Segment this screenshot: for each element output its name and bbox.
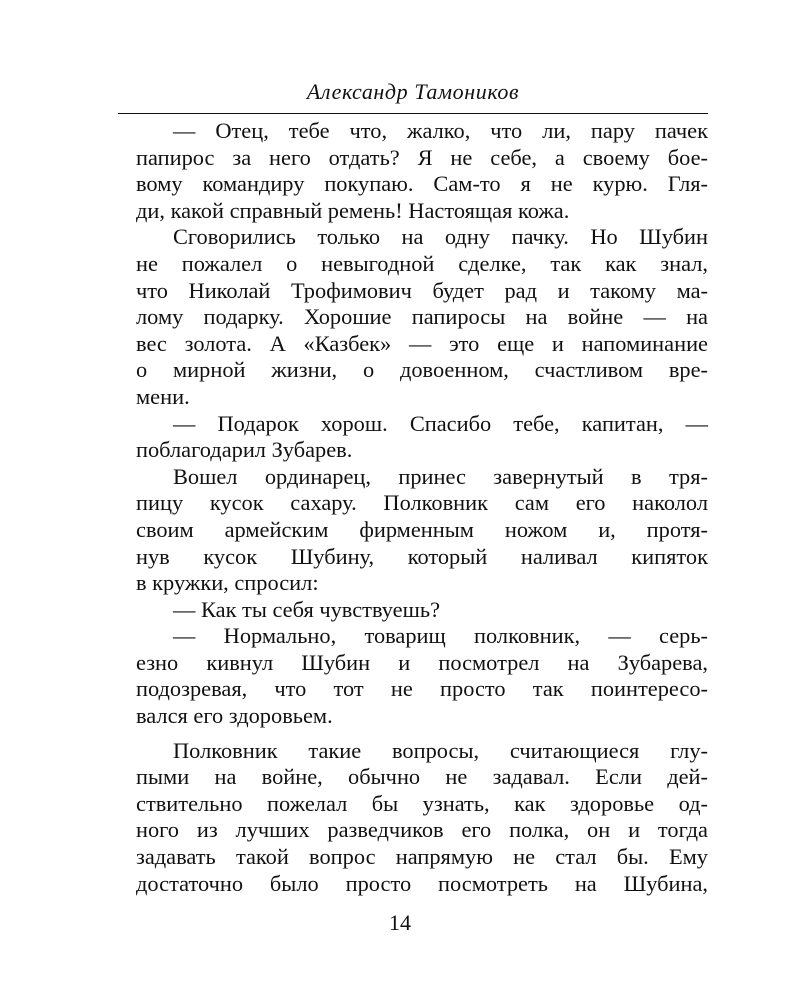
running-header [118, 78, 708, 114]
text-line: — Отец, тебе что, жалко, что ли, пару пачек [173, 118, 708, 143]
text-line: — Нормально, товарищ полковник, — серь- [173, 623, 708, 649]
text-line: в кружки, спросил: [136, 570, 319, 596]
text-line: Сговорились только на одну пачку. Но Шубин [173, 224, 708, 250]
text-line: задавать такой вопрос напрямую не стал бы. Ему [136, 844, 708, 870]
text-line: мени. [136, 383, 190, 409]
text-line: не пожалел о невыгодной сделке, так как знал, [136, 250, 708, 276]
header-divider [118, 113, 708, 114]
text-line: своим армейским фирменным ножом и, протя- [136, 516, 708, 542]
text-line: достаточно было просто посмотреть на Шубина, [136, 870, 708, 896]
text-line: ствительно пожелал бы узнать, как здоровье од- [136, 790, 708, 816]
text-line: подозревая, что тот не просто так поинтересо- [136, 676, 708, 702]
text-line: вому командиру покупаю. Сам-то я не курю. Гля- [136, 171, 708, 197]
text-line: езно кивнул Шубин и посмотрел на Зубарева, [136, 649, 708, 675]
text-line: вес золота. А «Казбек» — это еще и напоминание [136, 330, 708, 356]
text-line: пицу кусок сахару. Полковник сам его наколол [136, 490, 708, 516]
text-line: Полковник такие вопросы, считающиеся глу- [173, 737, 708, 763]
page-number: 14 [389, 910, 411, 935]
text-line: о мирной жизни, о довоенном, счастливом вре- [136, 357, 708, 383]
text-line: вался его здоровьем. [136, 703, 333, 729]
text-line: нув кусок Шубину, который наливал кипяток [136, 543, 708, 569]
text-line: — Как ты себя чувствуешь? [173, 596, 441, 622]
text-line: поблагодарил Зубарев. [136, 437, 353, 463]
text-line: лому подарку. Хорошие папиросы на войне — на [136, 304, 708, 330]
text-line: Вошел ординарец, принес завернутый в тря- [173, 463, 708, 489]
text-line: ного из лучших разведчиков его полка, он и тогда [136, 817, 708, 843]
page-body-text [136, 118, 708, 897]
text-line: — Подарок хорош. Спасибо тебе, капитан, — [173, 410, 708, 436]
text-line: папирос за него отдать? Я не себе, а своему бое- [136, 144, 708, 170]
text-line: что Николай Трофимович будет рад и такому ма- [136, 277, 708, 303]
text-line: пыми на войне, обычно не задавал. Если дей- [136, 764, 708, 790]
text-line: ди, какой справный ремень! Настоящая кожа. [136, 197, 570, 223]
book-author-title: Александр Тамоников [306, 79, 520, 104]
